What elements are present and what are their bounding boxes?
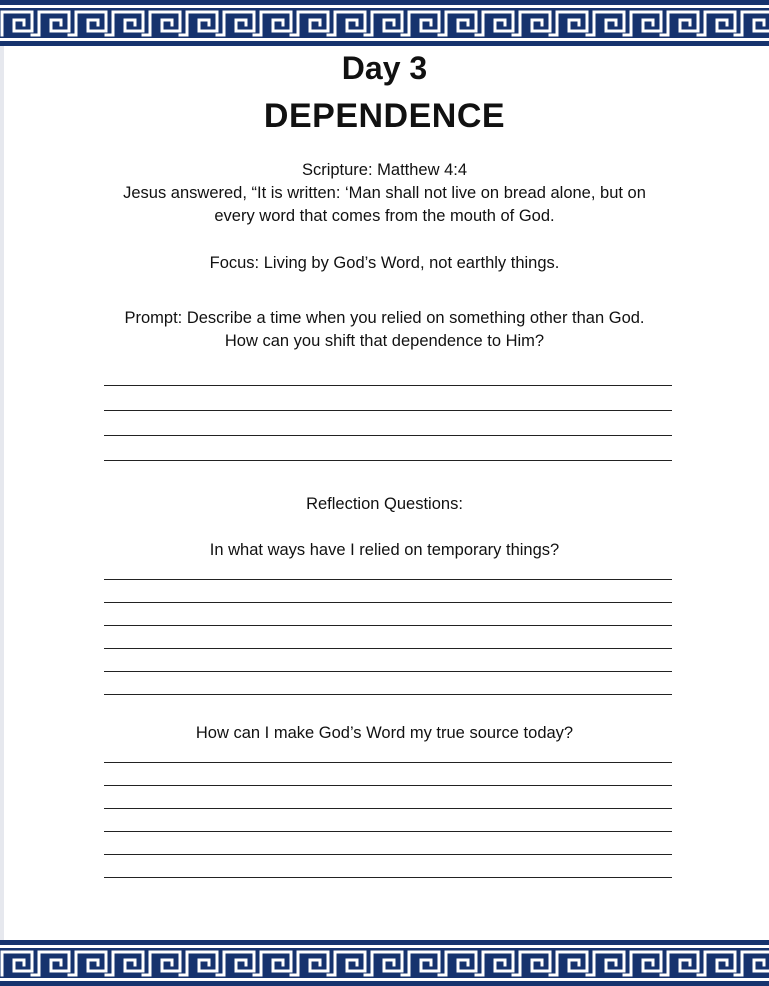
reflection-heading: Reflection Questions: (306, 495, 463, 513)
prompt-answer-line[interactable] (104, 435, 672, 436)
reflection-question-2: How can I make God’s Word my true source today? (195, 724, 574, 742)
prompt-answer-line[interactable] (104, 385, 672, 386)
prompt-answer-line[interactable] (104, 410, 672, 411)
scripture-text-line-2: every word that comes from the mouth of God. (214, 207, 555, 225)
question-2-answer-line[interactable] (104, 762, 672, 763)
day-title: Day 3 (341, 50, 428, 86)
question-2-answer-line[interactable] (104, 808, 672, 809)
prompt-answer-line[interactable] (104, 460, 672, 461)
greek-key-pattern-bottom (0, 940, 769, 986)
question-2-answer-line[interactable] (104, 785, 672, 786)
question-1-answer-line[interactable] (104, 625, 672, 626)
greek-key-border-bottom (0, 940, 769, 986)
question-2-answer-line[interactable] (104, 831, 672, 832)
question-1-answer-line[interactable] (104, 648, 672, 649)
question-2-answer-line[interactable] (104, 854, 672, 855)
scripture-text-line-1: Jesus answered, “It is written: ‘Man shall not live on bread alone, but on (123, 184, 646, 202)
question-2-answer-line[interactable] (104, 877, 672, 878)
greek-key-pattern-top (0, 0, 769, 46)
question-1-answer-line[interactable] (104, 671, 672, 672)
page-title: DEPENDENCE (263, 97, 506, 135)
reflection-question-1: In what ways have I relied on temporary things? (209, 541, 560, 559)
prompt-line-2: How can you shift that dependence to Him? (224, 332, 545, 350)
greek-key-border-top (0, 0, 769, 46)
focus-text: Focus: Living by God’s Word, not earthly things. (209, 254, 560, 272)
question-1-answer-line[interactable] (104, 694, 672, 695)
question-1-answer-line[interactable] (104, 602, 672, 603)
scripture-reference: Scripture: Matthew 4:4 (301, 161, 468, 179)
prompt-line-1: Prompt: Describe a time when you relied on something other than God. (124, 309, 645, 327)
question-1-answer-line[interactable] (104, 579, 672, 580)
